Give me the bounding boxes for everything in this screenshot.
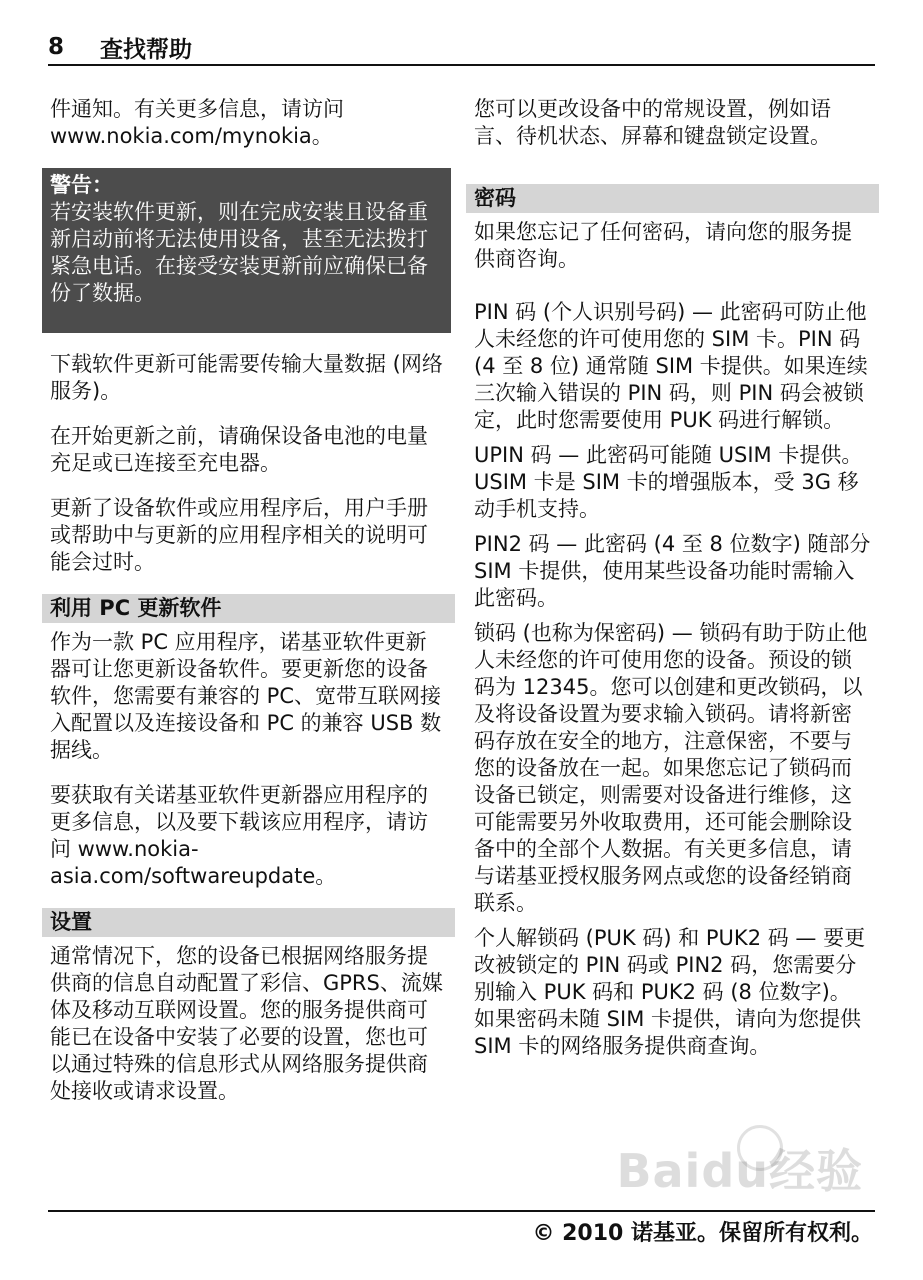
- paragraph: 更新了设备软件或应用程序后，用户手册或帮助中与更新的应用程序相关的说明可能会过时。: [50, 496, 428, 574]
- copyright-footer: © 2010 诺基亚。保留所有权利。: [532, 1221, 873, 1246]
- paragraph: 锁码 (也称为保密码) — 锁码有助于防止他人未经您的许可使用您的设备。预设的锁码为 12345。您可以创建和更改锁码，以及将设备设置为要求输入锁码。请将新密码存放在安全的地方，注意保密，不要与您的设备放在一起。如果您忘记了锁码而设备已锁定，则需要对设备进行维修，这可能需要另外收取费用，还可能会删除设备中的全部个人数据。有关更多信息，请与诺基亚授权服务网点或您的设备经销商联系。: [474, 621, 868, 915]
- page-header: [48, 30, 875, 66]
- warning-box: [42, 168, 451, 333]
- paragraph: UPIN 码 — 此密码可能随 USIM 卡提供。USIM 卡是 SIM 卡的增强版本，受 3G 移动手机支持。: [474, 443, 863, 521]
- paragraph: 如果您忘记了任何密码，请向您的服务提供商咨询。: [474, 220, 852, 271]
- paragraph: 件通知。有关更多信息，请访问 www.nokia.com/mynokia。: [50, 97, 344, 148]
- paragraph: 在开始更新之前，请确保设备电池的电量充足或已连接至充电器。: [50, 424, 428, 475]
- paragraph: PIN2 码 — 此密码 (4 至 8 位数字) 随部分 SIM 卡提供，使用某些设备功能时需输入此密码。: [474, 532, 871, 610]
- left-column: [50, 96, 447, 1123]
- footer-divider: [48, 1210, 875, 1212]
- paragraph: 您可以更改设备中的常规设置，例如语言、待机状态、屏幕和键盘锁定设置。: [474, 97, 831, 148]
- paragraph: 个人解锁码 (PUK 码) 和 PUK2 码 — 要更改被锁定的 PIN 码或 PIN2 码，您需要分别输入 PUK 码和 PUK2 码 (8 位数字)。如果密码未随 SIM 卡提供，请向为您提供 SIM 卡的网络服务提供商查询。: [474, 926, 866, 1058]
- warning-text: 若安装软件更新，则在完成安装且设备重新启动前将无法使用设备，甚至无法拨打紧急电话。在接受安装更新前应确保已备份了数据。: [50, 200, 428, 305]
- section-heading-pc-update: 利用 PC 更新软件: [42, 594, 455, 623]
- section-heading-settings: 设置: [42, 908, 455, 937]
- paragraph: PIN 码 (个人识别号码) — 此密码可防止他人未经您的许可使用您的 SIM 卡。PIN 码 (4 至 8 位) 通常随 SIM 卡提供。如果连续三次输入错误的 PIN 码，则 PIN 码会被锁定，此时您需要使用 PUK 码进行解锁。: [474, 300, 868, 432]
- paragraph: 要获取有关诺基亚软件更新器应用程序的更多信息，以及要下载该应用程序，请访问 www.nokia-asia.com/softwareupdate。: [50, 783, 428, 888]
- right-column: [474, 96, 871, 1078]
- section-heading-passwords: 密码: [466, 184, 879, 213]
- page-title: 查找帮助: [100, 36, 192, 63]
- watermark: Baidu经验: [616, 1144, 863, 1198]
- paragraph: 通常情况下，您的设备已根据网络服务提供商的信息自动配置了彩信、GPRS、流媒体及移动互联网设置。您的服务提供商可能已在设备中安装了必要的设置，您也可以通过特殊的信息形式从网络服务提供商处接收或请求设置。: [50, 944, 443, 1103]
- paragraph: 作为一款 PC 应用程序，诺基亚软件更新器可让您更新设备软件。要更新您的设备软件，您需要有兼容的 PC、宽带互联网接入配置以及连接设备和 PC 的兼容 USB 数据线。: [50, 630, 442, 762]
- page-number: 8: [48, 34, 65, 60]
- paragraph: 下载软件更新可能需要传输大量数据 (网络服务)。: [50, 352, 443, 403]
- warning-title: 警告：: [50, 173, 113, 197]
